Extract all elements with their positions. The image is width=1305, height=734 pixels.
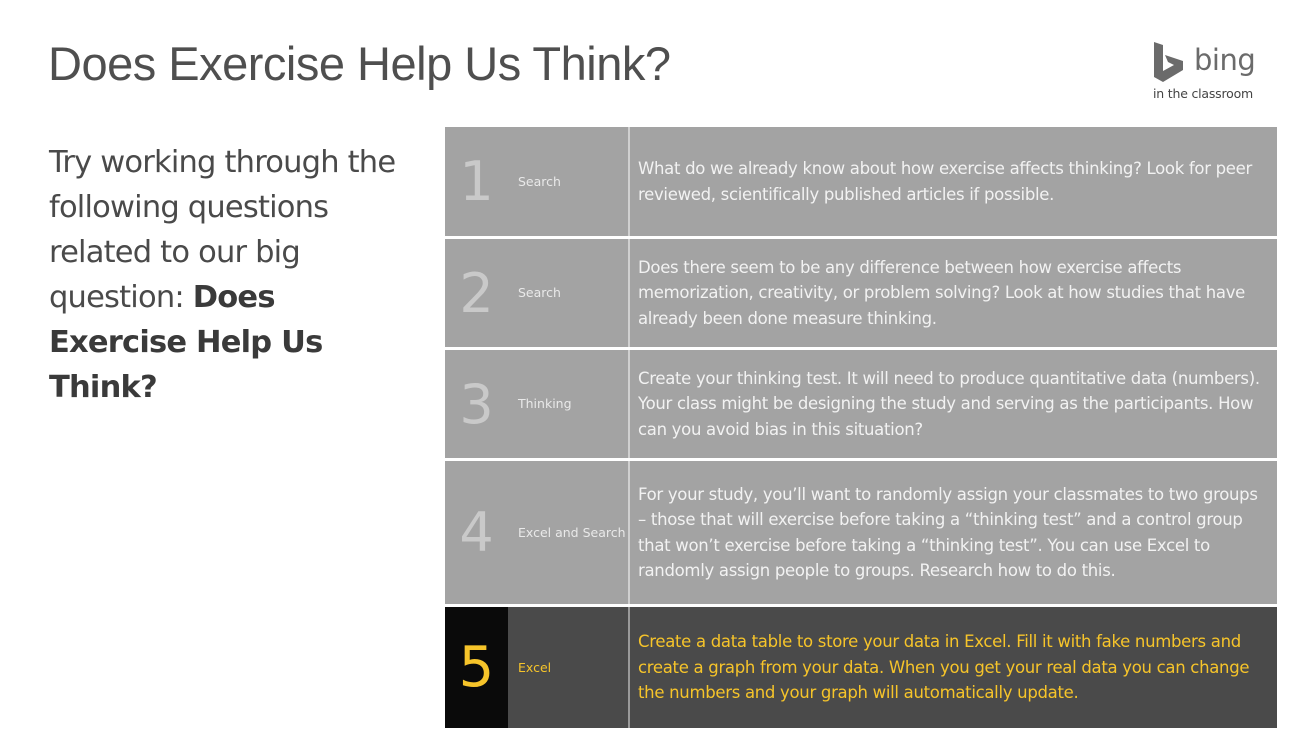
step-number: 4 — [445, 461, 508, 604]
bing-tagline: in the classroom — [1153, 86, 1254, 101]
step-row-1 — [445, 127, 1277, 236]
step-row-2 — [445, 239, 1277, 347]
step-number: 3 — [445, 350, 508, 458]
steps-table — [445, 127, 1277, 731]
step-row-4 — [445, 461, 1277, 604]
step-number: 1 — [445, 127, 508, 236]
step-row-3 — [445, 350, 1277, 458]
intro-lead: Try working through the following questions related to our big question: — [49, 145, 396, 315]
step-category: Excel and Search — [508, 461, 630, 604]
intro-text — [49, 140, 399, 410]
step-description: Create a data table to store your data in Excel. Fill it with fake numbers and create a graph from your data. When you get your real data you can change the numbers and your graph will automatically update. — [638, 632, 1250, 703]
slide-title: Does Exercise Help Us Think? — [48, 37, 671, 90]
step-description: For your study, you’ll want to randomly assign your classmates to two groups – those that will exercise before taking a “thinking test” and a control group that won’t exercise before taking a “thinking test”. You can use Excel to randomly assign people to groups. Research how to do this. — [638, 484, 1258, 580]
step-category: Excel — [508, 607, 630, 728]
step-category: Thinking — [508, 350, 630, 458]
bing-logo — [1152, 40, 1262, 102]
big-question: Does Exercise Help Us Think? — [49, 280, 323, 405]
step-number: 5 — [445, 607, 508, 728]
step-description: Does there seem to be any difference between how exercise affects memorization, creativity, or problem solving? Look at how studies that have already been done measure thinking. — [638, 257, 1246, 328]
step-description: Create your thinking test. It will need to produce quantitative data (numbers). Your class might be designing the study and serving as the participants. How can you avoid bias in this situation? — [638, 368, 1260, 439]
step-category: Search — [508, 127, 630, 236]
step-row-5-active — [445, 607, 1277, 728]
bing-b-icon — [1152, 42, 1188, 82]
bing-wordmark: bing — [1194, 43, 1256, 77]
step-number: 2 — [445, 239, 508, 347]
step-description: What do we already know about how exercise affects thinking? Look for peer reviewed, scientifically published articles if possible. — [638, 159, 1252, 204]
step-category: Search — [508, 239, 630, 347]
